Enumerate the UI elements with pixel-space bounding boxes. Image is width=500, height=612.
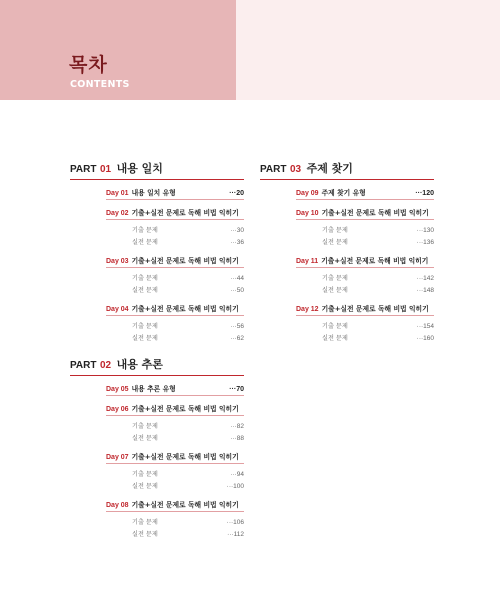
sub-item[interactable] <box>322 285 434 297</box>
day-entry[interactable] <box>296 303 434 344</box>
day-heading <box>106 403 239 413</box>
day-heading <box>106 187 176 197</box>
day-number: Day 11 <box>296 258 319 265</box>
sub-page: ···142 <box>416 275 434 282</box>
day-entry[interactable] <box>106 187 244 200</box>
sub-page: ···130 <box>416 227 434 234</box>
part-label: PART <box>260 164 287 175</box>
part-label: PART <box>70 360 97 371</box>
day-heading <box>106 499 239 509</box>
sub-item[interactable] <box>132 517 244 529</box>
sub-page: ···106 <box>226 519 244 526</box>
day-row <box>106 499 244 512</box>
sub-list <box>132 316 244 344</box>
day-list <box>296 187 434 344</box>
day-title: 기출+실전 문제로 독해 비법 익히기 <box>131 405 239 413</box>
sub-item[interactable] <box>322 321 434 333</box>
sub-label: 실전 문제 <box>322 334 348 342</box>
sub-item[interactable] <box>132 237 244 249</box>
sub-item[interactable] <box>322 225 434 237</box>
day-number: Day 03 <box>106 258 129 265</box>
sub-label: 실전 문제 <box>132 434 158 442</box>
day-row <box>296 187 434 200</box>
sub-list <box>132 512 244 540</box>
day-heading <box>296 303 429 313</box>
page-title: 목차 <box>69 54 108 76</box>
day-entry[interactable] <box>106 303 244 344</box>
sub-page: ···94 <box>230 471 244 478</box>
day-entry[interactable] <box>106 499 244 540</box>
day-heading <box>296 255 428 265</box>
day-title: 기출+실전 문제로 독해 비법 익히기 <box>131 305 239 313</box>
sub-label: 기출 문제 <box>132 423 158 430</box>
part-heading <box>260 160 434 180</box>
day-entry[interactable] <box>296 255 434 296</box>
day-page: ···120 <box>415 190 434 197</box>
day-row <box>106 403 244 416</box>
sub-item[interactable] <box>322 333 434 345</box>
sub-item[interactable] <box>132 321 244 333</box>
day-row <box>106 383 244 396</box>
day-heading <box>296 187 366 197</box>
sub-list <box>132 220 244 248</box>
header-band-light <box>236 0 500 100</box>
day-number: Day 02 <box>106 210 129 217</box>
day-row <box>296 255 434 268</box>
sub-page: ···62 <box>230 334 244 342</box>
sub-page: ···160 <box>416 334 434 342</box>
day-row <box>106 207 244 220</box>
day-list <box>106 383 244 540</box>
sub-label: 실전 문제 <box>322 238 348 246</box>
sub-page: ···100 <box>226 482 244 490</box>
day-page: ···20 <box>229 190 244 197</box>
sub-page: ···82 <box>230 423 244 430</box>
sub-label: 기출 문제 <box>322 227 348 234</box>
day-title: 기출+실전 문제로 독해 비법 익히기 <box>131 209 239 217</box>
sub-page: ···136 <box>416 238 434 246</box>
sub-list <box>132 464 244 492</box>
day-number: Day 06 <box>106 406 129 413</box>
day-title: 기출+실전 문제로 독해 비법 익히기 <box>131 257 239 265</box>
sub-list <box>322 268 434 296</box>
sub-label: 기출 문제 <box>132 471 158 478</box>
day-title: 기출+실전 문제로 독해 비법 익히기 <box>131 453 239 461</box>
part-label: PART <box>70 164 97 175</box>
part-number: 03 <box>289 164 302 175</box>
part-number: 02 <box>99 360 112 371</box>
day-entry[interactable] <box>106 451 244 492</box>
day-entry[interactable] <box>296 207 434 248</box>
day-title: 주제 찾기 유형 <box>321 189 366 197</box>
sub-list <box>322 316 434 344</box>
page-subtitle: CONTENTS <box>70 79 130 90</box>
day-entry[interactable] <box>106 207 244 248</box>
sub-label: 실전 문제 <box>132 482 158 490</box>
day-number: Day 05 <box>106 386 129 393</box>
day-row <box>106 303 244 316</box>
day-heading <box>106 303 239 313</box>
part-number: 01 <box>99 164 112 175</box>
sub-item[interactable] <box>132 469 244 481</box>
part-section <box>70 356 244 540</box>
day-number: Day 10 <box>296 210 319 217</box>
sub-item[interactable] <box>132 433 244 445</box>
day-heading <box>296 207 429 217</box>
day-number: Day 12 <box>296 306 319 313</box>
day-number: Day 04 <box>106 306 129 313</box>
day-title: 내용 추론 유형 <box>131 385 176 393</box>
day-heading <box>106 383 176 393</box>
sub-page: ···30 <box>230 227 244 234</box>
day-page: ···70 <box>229 386 244 393</box>
part-section <box>70 160 244 344</box>
sub-label: 기출 문제 <box>132 227 158 234</box>
day-row <box>296 207 434 220</box>
day-row <box>106 451 244 464</box>
sub-list <box>322 220 434 248</box>
sub-item[interactable] <box>322 237 434 249</box>
day-heading <box>106 207 239 217</box>
day-row <box>296 303 434 316</box>
day-number: Day 01 <box>106 190 129 197</box>
sub-item[interactable] <box>132 421 244 433</box>
part-title: 내용 추론 <box>116 358 163 371</box>
day-entry[interactable] <box>106 383 244 396</box>
day-heading <box>106 255 239 265</box>
sub-label: 실전 문제 <box>132 334 158 342</box>
sub-label: 기출 문제 <box>322 275 348 282</box>
sub-page: ···112 <box>227 530 244 538</box>
sub-item[interactable] <box>132 225 244 237</box>
day-list <box>106 187 244 344</box>
sub-label: 실전 문제 <box>132 238 158 246</box>
part-heading <box>70 160 244 180</box>
sub-label: 기출 문제 <box>132 323 158 330</box>
day-title: 기출+실전 문제로 독해 비법 익히기 <box>131 501 239 509</box>
sub-page: ···154 <box>416 323 434 330</box>
day-number: Day 08 <box>106 502 129 509</box>
day-title: 기출+실전 문제로 독해 비법 익히기 <box>321 209 429 217</box>
day-title: 내용 일치 유형 <box>131 189 176 197</box>
sub-item[interactable] <box>132 529 244 541</box>
sub-label: 실전 문제 <box>322 286 348 294</box>
sub-page: ···50 <box>230 286 244 294</box>
sub-page: ···36 <box>230 238 244 246</box>
sub-item[interactable] <box>132 273 244 285</box>
day-row <box>106 255 244 268</box>
sub-label: 기출 문제 <box>322 323 348 330</box>
sub-item[interactable] <box>132 285 244 297</box>
day-number: Day 07 <box>106 454 129 461</box>
sub-label: 실전 문제 <box>132 530 158 538</box>
day-number: Day 09 <box>296 190 319 197</box>
sub-label: 실전 문제 <box>132 286 158 294</box>
part-title: 주제 찾기 <box>306 162 353 175</box>
day-entry[interactable] <box>106 255 244 296</box>
part-title: 내용 일치 <box>116 162 163 175</box>
sub-label: 기출 문제 <box>132 275 158 282</box>
day-heading <box>106 451 239 461</box>
sub-list <box>132 268 244 296</box>
day-entry[interactable] <box>106 403 244 444</box>
day-row <box>106 187 244 200</box>
day-title: 기출+실전 문제로 독해 비법 익히기 <box>321 257 429 265</box>
sub-item[interactable] <box>322 273 434 285</box>
sub-page: ···148 <box>416 286 434 294</box>
part-heading <box>70 356 244 376</box>
sub-page: ···56 <box>230 323 244 330</box>
day-entry[interactable] <box>296 187 434 200</box>
day-title: 기출+실전 문제로 독해 비법 익히기 <box>321 305 429 313</box>
sub-item[interactable] <box>132 333 244 345</box>
part-section <box>260 160 434 344</box>
sub-item[interactable] <box>132 481 244 493</box>
sub-page: ···44 <box>230 275 244 282</box>
sub-label: 기출 문제 <box>132 519 158 526</box>
sub-page: ···88 <box>230 434 244 442</box>
sub-list <box>132 416 244 444</box>
